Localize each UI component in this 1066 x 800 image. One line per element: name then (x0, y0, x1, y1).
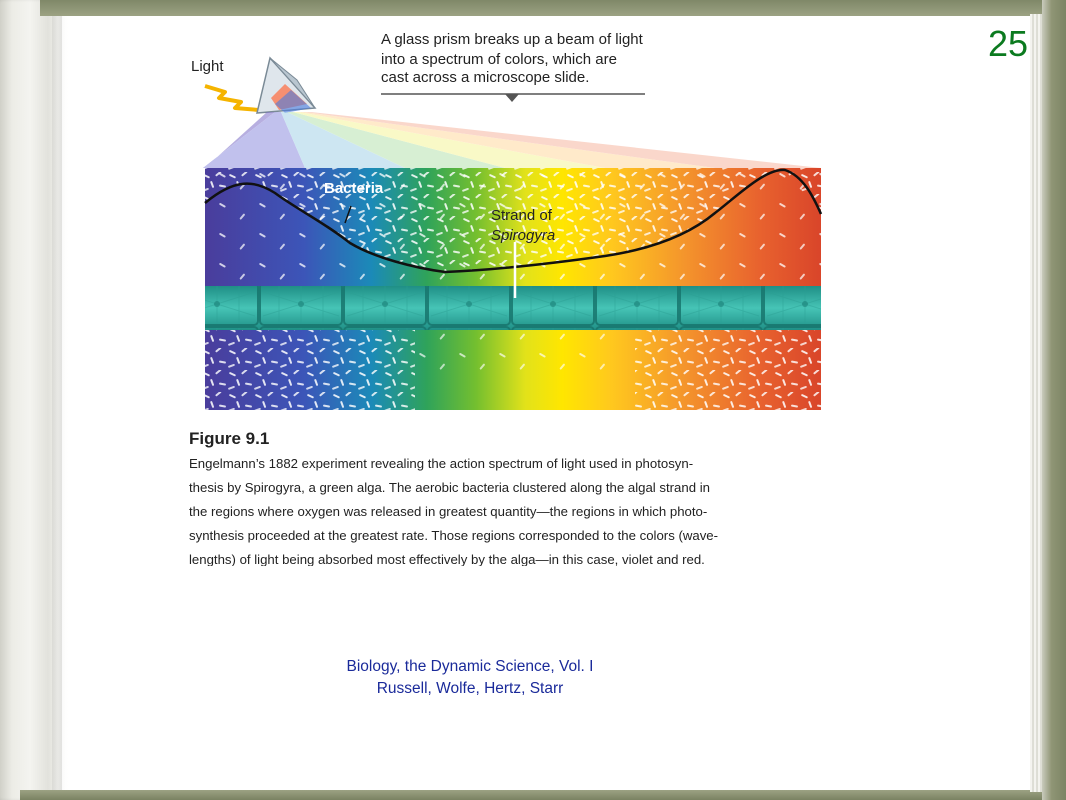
bacteria-lower-mid (415, 330, 615, 375)
label-light: Light (191, 58, 224, 75)
citation-title: Biology, the Dynamic Science, Vol. I (346, 658, 594, 675)
caption-line-5: lengths) of light being absorbed most effectively by the alga—in this case, violet and red. (189, 552, 705, 566)
callout-line-2: into a spectrum of colors, which are (381, 51, 617, 68)
frame-bottom (20, 790, 1066, 800)
spectrum-beams (203, 112, 821, 168)
caption-line-4: synthesis proceeded at the greatest rate. Those regions corresponded to the colors (wave- (189, 528, 719, 543)
caption-line-2: thesis by Spirogyra, a green alga. The aerobic bacteria clustered along the algal strand in (189, 480, 710, 495)
callout-line-1: A glass prism breaks up a beam of light (381, 31, 643, 48)
bacteria-lower-right (635, 330, 821, 410)
callout-line-3: cast across a microscope slide. (381, 69, 590, 86)
caption-line-3: the regions where oxygen was released in greatest quantity—the regions in which photo- (189, 504, 708, 519)
citation-authors: Russell, Wolfe, Hertz, Starr (376, 680, 564, 697)
caption-title: Figure 9.1 (189, 429, 270, 448)
engelmann-figure (175, 18, 835, 566)
label-bacteria: Bacteria (324, 180, 384, 197)
caption-text (189, 456, 718, 566)
frame-top (40, 0, 1066, 16)
label-strand-line2: Spirogyra (491, 227, 556, 244)
label-strand-line1: Strand of (491, 207, 552, 224)
callout (381, 31, 644, 86)
light-ray (205, 86, 259, 110)
binding-shadow (52, 0, 66, 800)
callout-pointer (505, 94, 519, 102)
caption-line-1: Engelmann’s 1882 experiment revealing the action spectrum of light used in photosyn- (189, 456, 694, 471)
bacteria-lower-left (205, 330, 415, 410)
frame-right (1042, 0, 1066, 800)
citation (290, 656, 650, 700)
page-number: 25 (987, 23, 1028, 64)
